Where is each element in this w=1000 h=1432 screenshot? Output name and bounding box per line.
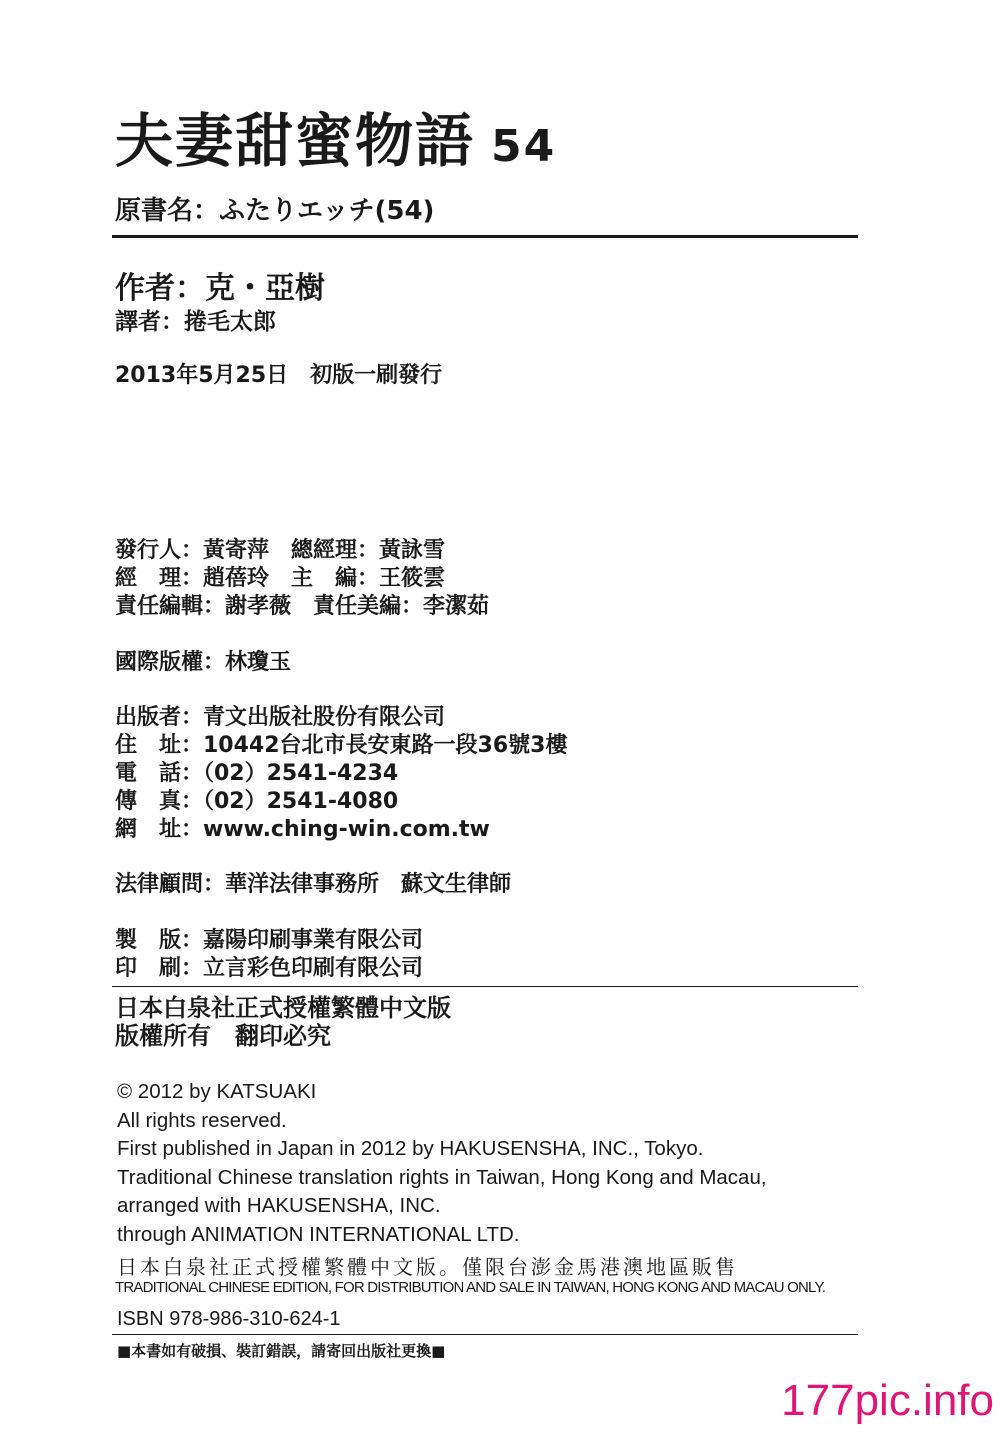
copyright-line: First published in Japan in 2012 by HAKUSENSHA, INC., Tokyo.	[117, 1137, 704, 1160]
title-divider	[112, 235, 858, 238]
distribution-en: TRADITIONAL CHINESE EDITION, FOR DISTRIBUTION AND SALE IN TAIWAN, HONG KONG AND MACAU ONLY.	[115, 1279, 826, 1296]
printing-divider	[112, 986, 858, 987]
plate-making-line: 製 版：嘉陽印刷事業有限公司	[115, 928, 424, 953]
copyright-line: All rights reserved.	[117, 1108, 287, 1132]
fax-line: 傳 真：（02）2541-4080	[115, 789, 399, 814]
author-line: 作者：克・亞樹	[115, 271, 325, 306]
publish-date: 2013年5月25日 初版一刷發行	[115, 363, 443, 388]
authorization-line: 日本白泉社正式授權繁體中文版	[115, 993, 451, 1022]
legal-counsel: 法律顧問：華洋法律事務所 蘇文生律師	[115, 872, 512, 897]
book-title-text: 夫妻甜蜜物語	[115, 107, 476, 175]
address-line: 住 址：10442台北市長安東路一段36號3樓	[115, 733, 568, 758]
publisher-block	[115, 704, 567, 844]
staff-line: 責任編輯：謝孝薇 責任美編：李潔茹	[115, 594, 490, 619]
volume-number: 54	[491, 121, 557, 172]
copyright-line: Traditional Chinese translation rights in Taiwan, Hong Kong and Macau,	[117, 1165, 767, 1189]
copyright-line: © 2012 by KATSUAKI	[117, 1080, 317, 1103]
distribution-cjk: 日本白泉社正式授權繁體中文版。僅限台澎金馬港澳地區販售	[117, 1255, 738, 1279]
rights-manager: 國際版權：林瓊玉	[115, 650, 292, 675]
copyright-block	[117, 1078, 767, 1249]
translator-line: 譯者：捲毛太郎	[115, 309, 276, 335]
isbn-divider	[112, 1334, 858, 1335]
book-title	[115, 107, 557, 175]
phone-line: 電 話：（02）2541-4234	[115, 761, 399, 786]
copyright-line: through ANIMATION INTERNATIONAL LTD.	[117, 1222, 520, 1246]
rights-reserved-line: 版權所有 翻印必究	[115, 1021, 331, 1050]
printing-block	[115, 927, 423, 983]
website-line: 網 址：www.ching-win.com.tw	[115, 817, 490, 842]
publisher-line: 出版者：青文出版社股份有限公司	[115, 705, 446, 730]
staff-line: 經 理：趙蓓玲 主 編：王筱雲	[115, 566, 446, 591]
watermark: 177pic.info	[781, 1376, 994, 1425]
copyright-line: arranged with HAKUSENSHA, INC.	[117, 1194, 441, 1217]
staff-block	[115, 537, 489, 621]
staff-line: 發行人：黃寄萍 總經理：黃詠雪	[115, 538, 446, 563]
return-notice: ■本書如有破損、裝訂錯誤，請寄回出版社更換■	[117, 1342, 446, 1360]
original-title: 原書名：ふたりエッチ(54)	[115, 196, 435, 226]
isbn: ISBN 978-986-310-624-1	[117, 1308, 341, 1330]
authorization-block	[115, 994, 451, 1050]
printing-line: 印 刷：立言彩色印刷有限公司	[115, 956, 424, 981]
